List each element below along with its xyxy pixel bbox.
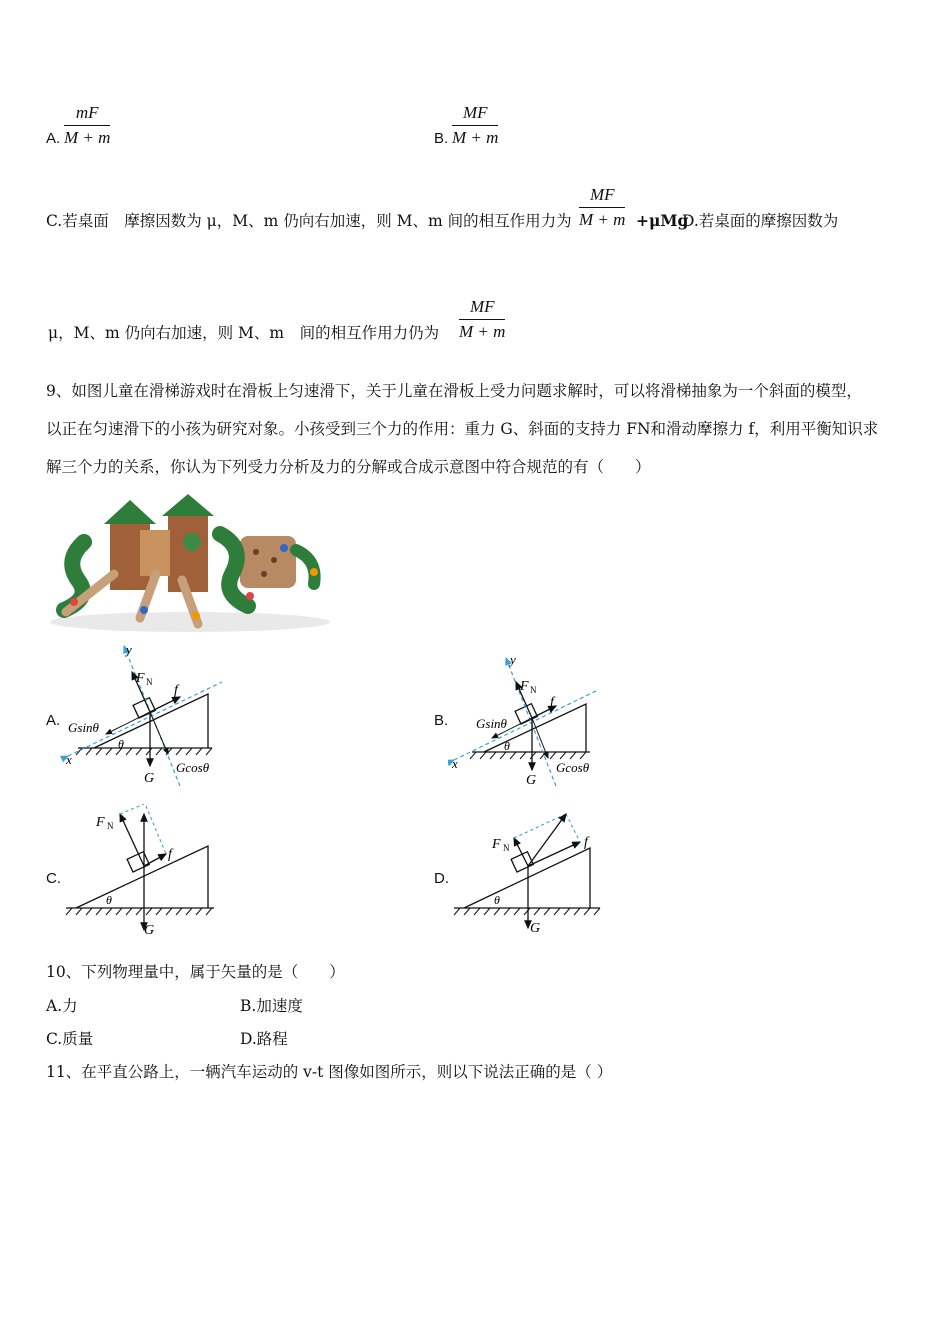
playground-slide-illustration xyxy=(44,494,336,634)
q8-option-c-text: C.若桌面 摩擦因数为 μ，M、m 仍向右加速，则 M、m 间的相互作用力为 xyxy=(46,212,572,230)
q8-option-c-tail: +μMg xyxy=(636,211,689,230)
q10-stem: 10、下列物理量中，属于矢量的是（ ） xyxy=(46,963,345,981)
q8-option-a-fraction: mF M + m xyxy=(64,103,111,147)
svg-text:θ: θ xyxy=(494,893,500,907)
q9-stem-line-3: 解三个力的关系，你认为下列受力分析及力的分解或合成示意图中符合规范的有（ ） xyxy=(46,458,651,476)
q8-option-d-head: D.若桌面的摩擦因数为 xyxy=(682,212,839,230)
svg-text:Gcosθ: Gcosθ xyxy=(556,760,590,775)
q10-option-b: B.加速度 xyxy=(240,997,303,1015)
q9-option-d-label: D. xyxy=(434,870,449,887)
svg-text:N: N xyxy=(146,677,153,687)
svg-text:θ: θ xyxy=(118,737,124,751)
q8-option-d-fraction: MF M + m xyxy=(459,297,506,341)
q9-option-b-label: B. xyxy=(434,712,449,729)
q10-option-c: C.质量 xyxy=(46,1030,94,1048)
svg-text:Gsinθ: Gsinθ xyxy=(68,720,99,735)
q10-option-d: D.路程 xyxy=(240,1030,288,1048)
q9-option-a-label: A. xyxy=(46,712,61,729)
svg-text:y: y xyxy=(510,652,516,667)
svg-text:f: f xyxy=(550,695,554,710)
q8-option-b-label: B. xyxy=(434,130,449,147)
svg-text:x: x xyxy=(452,756,458,771)
svg-text:F: F xyxy=(520,679,529,694)
q8-option-d-text: μ，M、m 仍向右加速，则 M、m 间的相互作用力仍为 xyxy=(48,324,440,342)
diagram-option-c xyxy=(62,804,222,940)
q8-option-b-fraction: MF M + m xyxy=(452,103,499,147)
svg-text:x: x xyxy=(66,752,72,767)
q8-option-c-fraction: MF M + m xyxy=(579,185,626,229)
q11-stem: 11、在平直公路上，一辆汽车运动的 v-t 图像如图所示，则以下说法正确的是（ ） xyxy=(46,1063,613,1081)
svg-text:Gsinθ: Gsinθ xyxy=(476,716,507,731)
svg-text:f: f xyxy=(168,847,172,862)
svg-text:N: N xyxy=(530,685,537,695)
label-y: y xyxy=(126,642,132,657)
svg-text:G: G xyxy=(530,921,541,936)
svg-text:f: f xyxy=(584,835,588,850)
diagram-option-a xyxy=(60,642,230,790)
svg-text:N: N xyxy=(107,821,114,831)
svg-text:θ: θ xyxy=(504,739,510,753)
diagram-option-b xyxy=(448,652,608,790)
q9-stem-line-1: 9、如图儿童在滑梯游戏时在滑板上匀速滑下，关于儿童在滑板上受力问题求解时，可以将滑梯抽象为一个斜面的模型， xyxy=(46,382,862,400)
svg-text:G: G xyxy=(144,771,155,786)
svg-text:F: F xyxy=(96,815,105,830)
svg-text:G: G xyxy=(144,923,155,938)
svg-text:G: G xyxy=(526,773,537,788)
svg-text:F: F xyxy=(136,671,145,686)
svg-text:θ: θ xyxy=(106,893,112,907)
svg-text:Gcosθ: Gcosθ xyxy=(176,760,210,775)
q9-stem-line-2: 以正在匀速滑下的小孩为研究对象。小孩受到三个力的作用：重力 G、斜面的支持力 FN和滑动摩擦力 f，利用平衡知识求 xyxy=(46,420,879,438)
diagram-option-d xyxy=(450,806,606,940)
svg-text:N: N xyxy=(503,843,510,853)
q10-option-a: A.力 xyxy=(46,997,78,1015)
q9-option-c-label: C. xyxy=(46,870,61,887)
svg-text:f: f xyxy=(174,683,178,698)
q8-option-a-label: A. xyxy=(46,130,61,147)
svg-text:F: F xyxy=(492,837,501,852)
